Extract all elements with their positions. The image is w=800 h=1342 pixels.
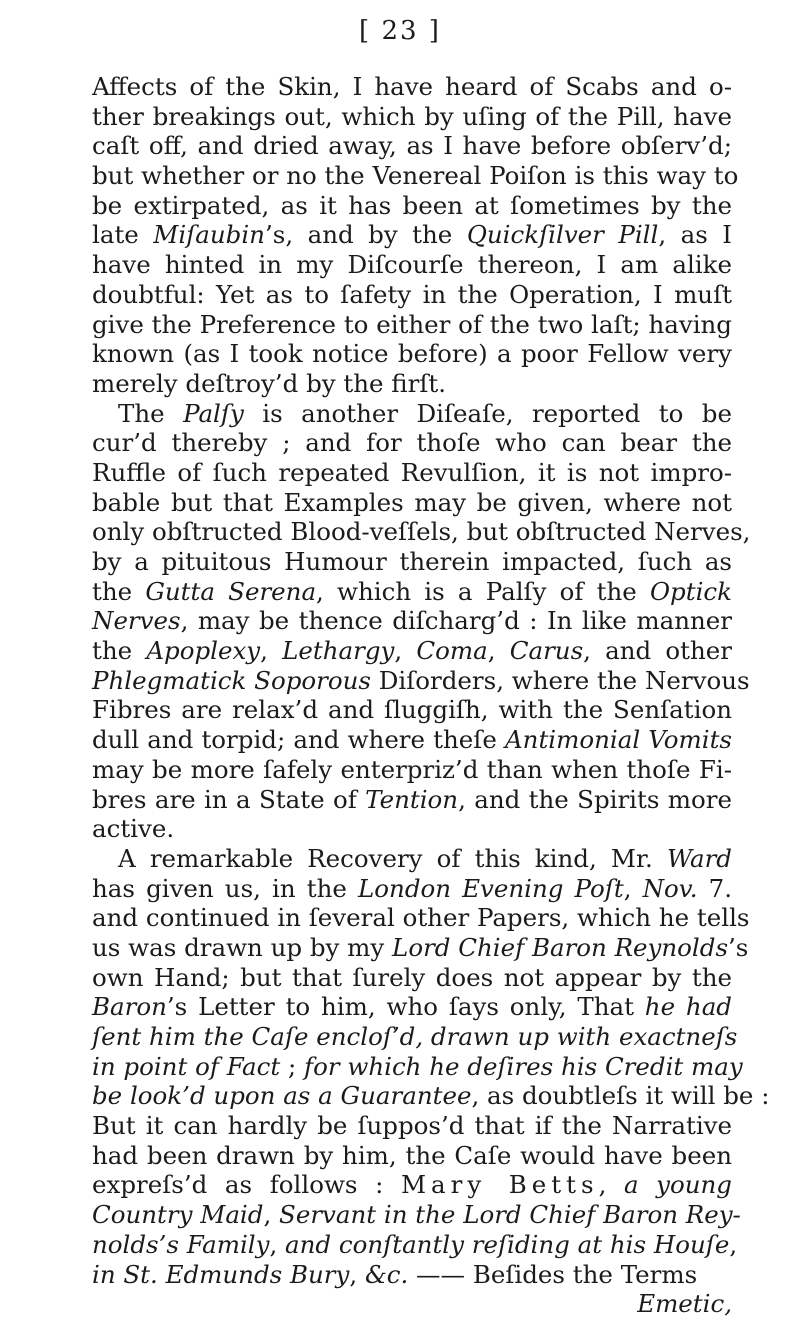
text-run: ,: [394, 636, 417, 666]
page-number: [ 23 ]: [359, 16, 441, 46]
text-line: [92, 250, 732, 280]
text-line: [92, 963, 732, 993]
body-text: [92, 72, 770, 1319]
text-line: [92, 606, 732, 636]
text-line: [92, 992, 732, 1022]
text-run: ,: [263, 1200, 280, 1230]
text-run: only obſtructed Blood-veſſels, but obſtructed Nerves,: [92, 517, 751, 547]
text-line: [92, 517, 751, 547]
text-line: [92, 458, 732, 488]
text-run: may be more ſafely enterpriz’d than when thoſe Fi-: [92, 754, 732, 784]
text-line: [92, 547, 732, 577]
italic-text: Baron: [92, 992, 167, 1022]
italic-text: Coma: [416, 636, 488, 666]
italic-text: in point of Fact: [92, 1051, 281, 1081]
text-run: but whether or no the Venereal Poiſon is this way to: [92, 161, 739, 191]
italic-text: Ward: [666, 843, 732, 873]
text-run: ,: [598, 1170, 624, 1200]
text-run: the: [92, 636, 147, 666]
text-line: [92, 844, 732, 874]
text-line: [92, 1200, 741, 1230]
italic-text: Tention: [365, 784, 459, 814]
text-line: [92, 488, 732, 518]
text-line: [92, 191, 732, 221]
text-run: had been drawn by him, the Caſe would have been: [92, 1140, 732, 1170]
text-run: ’s, and by the: [264, 220, 467, 250]
text-line: [92, 369, 732, 399]
text-line: [92, 1051, 743, 1082]
text-run: , as I: [658, 220, 732, 250]
text-run: cur’d thereby ; and for thoſe who can bear the: [92, 428, 732, 458]
italic-text: Optick: [649, 576, 732, 606]
italic-text: nolds’s Family: [92, 1229, 270, 1259]
italic-text: Apoplexy: [146, 636, 261, 666]
italic-text: he had: [644, 992, 732, 1022]
italic-text: Country Maid: [92, 1200, 264, 1230]
italic-text: Nov.: [642, 873, 698, 903]
text-run: merely deſtroy’d by the firſt.: [92, 368, 447, 398]
italic-text: Nerves: [92, 606, 181, 636]
text-run: expreſs’d as follows :: [92, 1170, 401, 1200]
text-line: [92, 1229, 738, 1260]
italic-text: London Evening Poſt: [358, 873, 624, 903]
text-line: [92, 665, 750, 696]
text-line: [92, 1170, 732, 1200]
italic-text: Lethargy: [282, 636, 395, 666]
text-line: [92, 874, 732, 904]
text-line: [92, 310, 732, 340]
text-run: ther breakings out, which by uſing of the Pill, have: [92, 101, 732, 131]
text-line: [92, 1111, 732, 1141]
text-run: has given us, in the: [92, 873, 359, 903]
text-run: Affects of the Skin, I have heard of Scabs and o-: [92, 72, 732, 101]
text-line: [92, 131, 732, 161]
text-run: ,: [729, 1229, 738, 1259]
text-run: is another Diſeaſe, reported to be: [243, 398, 732, 428]
text-line: [92, 220, 732, 250]
text-run: 7.: [697, 873, 733, 903]
text-line: [92, 72, 732, 102]
text-run: ’s: [728, 932, 749, 962]
text-run: But it can hardly be ſuppos’d that if the Narrative: [92, 1111, 732, 1141]
text-run: active.: [92, 814, 175, 844]
italic-text: be look’d upon as a Guarantee: [92, 1081, 472, 1111]
italic-text: in St. Edmunds Bury: [92, 1259, 350, 1289]
text-run: Fibres are relax’d and ſluggiſh, with the Senſation: [92, 695, 732, 725]
text-run: The: [118, 398, 184, 428]
text-line: [92, 814, 732, 844]
text-line: [92, 725, 732, 755]
text-line: [92, 399, 732, 429]
text-run: be extirpated, as it has been at ſometimes by the: [92, 190, 732, 220]
small-caps-text: Mary Betts: [400, 1170, 599, 1200]
italic-text: Carus: [509, 636, 584, 666]
text-run: ,: [269, 1229, 286, 1259]
italic-text: &c.: [364, 1259, 409, 1289]
text-run: by a pituitous Humour therein impacted, ſuch as: [92, 547, 732, 576]
text-run: ,: [623, 873, 643, 903]
italic-text: a young: [623, 1170, 732, 1200]
text-run: have hinted in my Diſcourſe thereon, I am alike: [92, 250, 732, 280]
text-run: late: [92, 220, 154, 250]
text-run: ’s Letter to him, who ſays only, That: [166, 992, 645, 1022]
text-run: ,: [260, 636, 283, 666]
text-run: own Hand; but that ſurely does not appear by the: [92, 962, 732, 992]
text-run: bres are in a State of: [92, 784, 366, 814]
italic-text: Quickſilver Pill: [466, 220, 659, 250]
text-line: [92, 102, 732, 132]
italic-text: Servant in the Lord Chief Baron Rey-: [279, 1200, 741, 1230]
text-run: A remarkable Recovery of this kind, Mr.: [118, 843, 667, 873]
italic-text: Gutta Serena: [145, 576, 317, 606]
text-line: [92, 932, 749, 963]
text-line: [92, 695, 732, 725]
text-run: dull and torpid; and where theſe: [92, 725, 505, 755]
italic-text: Lord Chief Baron Reynolds: [392, 932, 729, 962]
text-run: ;: [280, 1051, 305, 1081]
text-run: bable but that Examples may be given, where not: [92, 487, 732, 517]
text-run: Diſorders, where the Nervous: [370, 665, 750, 695]
text-line: [92, 903, 750, 933]
text-line: [92, 755, 732, 785]
catchword: Emetic,: [637, 1289, 732, 1319]
italic-text: for which he deſires his Credit may: [304, 1051, 743, 1081]
italic-text: Antimonial Vomits: [504, 725, 732, 755]
text-run: caſt off, and dried away, as I have before obſerv’d;: [92, 131, 732, 161]
text-line: [92, 1022, 738, 1052]
italic-text: Phlegmatick Soporous: [92, 665, 371, 695]
text-run: doubtful: Yet as to ſafety in the Operation, I muſt: [92, 279, 732, 309]
text-run: and continued in ſeveral other Papers, which he tells: [92, 903, 750, 933]
text-run: ,: [349, 1259, 365, 1289]
text-line: [92, 1260, 732, 1290]
text-run: —— Beſides the Terms: [408, 1259, 698, 1289]
text-line: [92, 1081, 770, 1111]
text-line: [92, 577, 732, 607]
text-run: , and the Spirits more: [458, 784, 733, 814]
italic-text: Palſy: [183, 398, 244, 428]
text-run: , and other: [583, 636, 733, 666]
paragraph: [92, 398, 751, 844]
text-line: [92, 785, 732, 815]
text-run: , which is a Palſy of the: [316, 576, 650, 606]
text-run: ,: [487, 636, 510, 666]
text-run: , as doubtleſs it will be :: [471, 1081, 770, 1111]
italic-text: ſent him the Caſe encloſ’d, drawn up with exactneſs: [92, 1022, 738, 1051]
text-line: [92, 428, 732, 458]
text-run: known (as I took notice before) a poor Fellow very: [92, 339, 732, 369]
paragraph: [92, 72, 739, 399]
text-line: [92, 161, 739, 191]
text-run: , may be thence diſcharg’d : In like manner: [180, 606, 732, 636]
text-run: Ruffle of ſuch repeated Revulſion, it is not impro-: [92, 457, 732, 487]
italic-text: and conſtantly reſiding at his Houſe: [285, 1229, 730, 1259]
italic-text: Miſaubin: [153, 220, 265, 250]
text-run: the: [92, 576, 146, 606]
text-line: [92, 1141, 732, 1171]
text-line: [92, 339, 732, 369]
text-line: [92, 636, 732, 666]
text-run: us was drawn up by my: [92, 932, 393, 962]
paragraph: [92, 843, 770, 1289]
text-run: give the Preference to either of the two laſt; having: [92, 309, 732, 339]
text-line: [92, 280, 732, 310]
